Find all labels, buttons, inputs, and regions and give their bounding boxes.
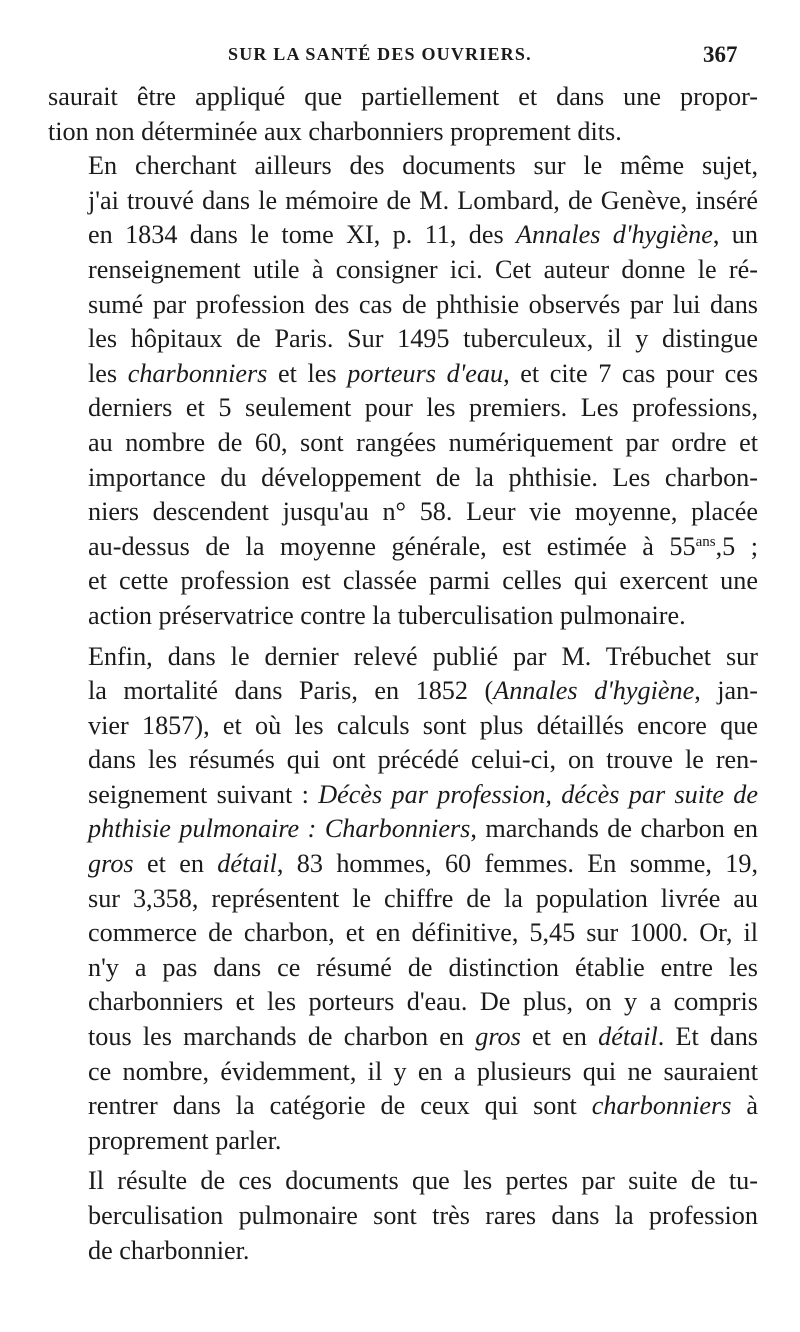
body-text: [48, 80, 758, 1268]
running-title: SUR LA SANTÉ DES OUVRIERS.: [228, 44, 532, 64]
italic-text: gros: [88, 849, 134, 879]
italic-text: charbonniers: [591, 1091, 732, 1121]
text-line: [48, 1124, 758, 1159]
text-segment: derniers et 5 seulement pour les premiers. Les professions,: [88, 393, 758, 423]
italic-text: gros: [475, 1022, 521, 1052]
text-segment: commerce de charbon, et en définitive, 5,45 sur 1000. Or, il: [88, 918, 758, 948]
text-line: [48, 115, 758, 150]
text-segment: les hôpitaux de Paris. Sur 1495 tuberculeux, il y distingue: [88, 324, 758, 354]
text-segment: à: [731, 1091, 759, 1121]
text-line: [48, 426, 758, 461]
italic-text: Annales d'hygiène: [493, 676, 695, 706]
text-segment: sur 3,358, représentent le chiffre de la population livrée au: [88, 883, 758, 913]
text-line: [48, 149, 758, 184]
text-line: [48, 1164, 758, 1199]
text-line: [48, 985, 758, 1020]
text-segment: seignement suivant :: [88, 779, 319, 809]
text-segment: Enfin, dans le dernier relevé publié par M. Trébuchet sur: [88, 641, 758, 671]
text-line: [48, 674, 758, 709]
text-segment: et cette profession est classée parmi celles qui exercent une: [88, 566, 758, 596]
page-number: 367: [703, 42, 738, 67]
text-line: [48, 640, 758, 675]
text-line: [48, 882, 758, 917]
text-line: [48, 530, 758, 565]
text-line: [48, 599, 758, 634]
text-segment: action préservatrice contre la tuberculisation pulmonaire.: [88, 600, 686, 630]
paragraph-conclusion: [48, 1164, 758, 1268]
text-segment: vier 1857), et où les calculs sont plus détaillés encore que: [88, 710, 758, 740]
text-segment: , un: [712, 220, 758, 250]
italic-text: détail: [217, 849, 277, 879]
italic-text: porteurs d'eau: [347, 358, 504, 388]
italic-text: détail: [598, 1022, 658, 1052]
text-line: [48, 743, 758, 778]
text-segment: j'ai trouvé dans le mémoire de M. Lombard, de Genève, inséré: [88, 185, 758, 215]
text-segment: de charbonnier.: [88, 1235, 250, 1265]
text-line: [48, 184, 758, 219]
text-segment: renseignement utile à consigner ici. Cet auteur donne le ré-: [88, 254, 758, 284]
text-line: [48, 812, 758, 847]
text-segment: . Et dans: [657, 1022, 758, 1052]
italic-text: Décès par profession, décès par suite de: [318, 779, 758, 809]
text-line: [48, 709, 758, 744]
text-segment: saurait être appliqué que partiellement et dans une propor-: [48, 82, 758, 111]
paragraph-lombard-memoir: [48, 149, 758, 633]
superscript-text: ans: [695, 533, 716, 550]
text-segment: et en: [520, 1022, 599, 1052]
text-line: [48, 951, 758, 986]
text-line: [48, 564, 758, 599]
text-segment: et en: [133, 849, 218, 879]
text-line: [48, 80, 758, 115]
italic-text: phthisie pulmonaire : Charbonniers: [88, 814, 471, 844]
paragraph-continuation: [48, 80, 758, 149]
text-line: [48, 357, 758, 392]
text-line: [48, 1020, 758, 1055]
text-segment: au nombre de 60, sont rangées numériquement par ordre et: [88, 427, 758, 457]
text-segment: la mortalité dans Paris, en 1852 (: [88, 676, 494, 706]
text-line: [48, 288, 758, 323]
text-segment: En cherchant ailleurs des documents sur le même sujet,: [88, 151, 758, 181]
text-line: [48, 495, 758, 530]
text-line: [48, 461, 758, 496]
text-segment: et les: [267, 358, 348, 388]
italic-text: charbonniers: [127, 358, 268, 388]
text-segment: tous les marchands de charbon en: [88, 1022, 476, 1052]
text-segment: , 83 hommes, 60 femmes. En somme, 19,: [276, 849, 758, 879]
text-segment: importance du développement de la phthisie. Les charbon-: [88, 462, 758, 492]
paragraph-trebuchet-report: [48, 640, 758, 1159]
text-line: [48, 253, 758, 288]
text-line: [48, 1089, 758, 1124]
text-segment: n'y a pas dans ce résumé de distinction établie entre les: [88, 952, 758, 982]
text-segment: sumé par profession des cas de phthisie observés par lui dans: [88, 289, 758, 319]
text-segment: rentrer dans la catégorie de ceux qui sont: [88, 1091, 592, 1121]
text-segment: Il résulte de ces documents que les pertes par suite de tu-: [88, 1166, 758, 1196]
text-segment: , jan-: [694, 676, 758, 706]
text-segment: , et cite 7 cas pour ces: [503, 358, 759, 388]
text-segment: charbonniers et les porteurs d'eau. De plus, on y a compris: [88, 987, 758, 1017]
text-segment: tion non déterminée aux charbonniers proprement dits.: [48, 116, 622, 146]
text-segment: berculisation pulmonaire sont très rares dans la profession: [88, 1201, 758, 1230]
text-line: [48, 391, 758, 426]
text-segment: les: [88, 358, 128, 388]
running-head: [0, 40, 800, 80]
text-line: [48, 218, 758, 253]
text-segment: au-dessus de la moyenne générale, est estimée à 55: [88, 531, 696, 561]
text-line: [48, 1199, 758, 1234]
text-segment: niers descendent jusqu'au n° 58. Leur vie moyenne, placée: [88, 497, 758, 527]
italic-text: Annales d'hygiène: [516, 220, 713, 250]
text-segment: ,5 ;: [715, 531, 758, 561]
text-segment: dans les résumés qui ont précédé celui-ci, on trouve le ren-: [88, 745, 758, 775]
text-line: [48, 322, 758, 357]
text-line: [48, 1234, 758, 1269]
text-line: [48, 1055, 758, 1090]
text-line: [48, 916, 758, 951]
text-segment: proprement parler.: [88, 1125, 282, 1155]
text-line: [48, 847, 758, 882]
text-line: [48, 778, 758, 813]
text-segment: , marchands de charbon en: [470, 814, 758, 844]
text-segment: ce nombre, évidemment, il y en a plusieurs qui ne sauraient: [88, 1056, 758, 1086]
text-segment: en 1834 dans le tome XI, p. 11, des: [88, 220, 517, 250]
